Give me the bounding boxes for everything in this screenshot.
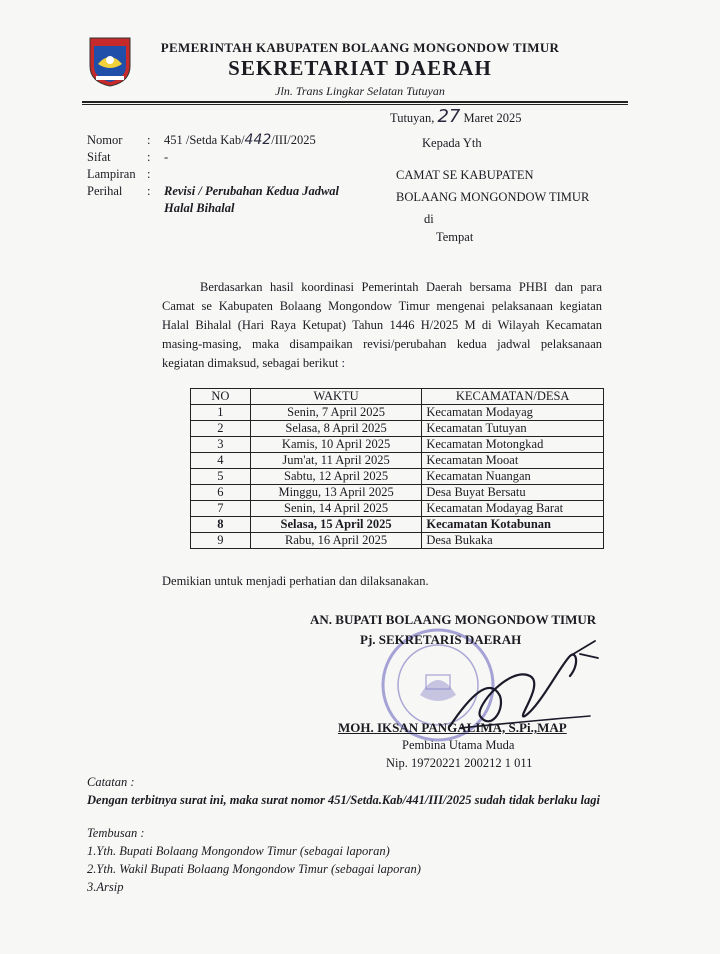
letterhead-address: Jln. Trans Lingkar Selatan Tutuyan [275,84,445,98]
schedule-table [190,388,604,549]
copy-list-label: Tembusan : [87,826,145,840]
signatory-nip: Nip. 19720221 200212 1 011 [386,756,533,770]
table-row: 7 Senin, 14 April 2025 Kecamatan Modayag Barat [191,501,604,517]
table-row: 3 Kamis, 10 April 2025 Kecamatan Motongkad [191,437,604,453]
address-to: Kepada Yth [422,136,482,150]
table-row: 5 Sabtu, 12 April 2025 Kecamatan Nuangan [191,469,604,485]
address-place: Tempat [436,230,474,244]
signatory-name: MOH. IKSAN PANGALIMA, S.Pi.,MAP [338,720,567,735]
letter-body: Berdasarkan hasil koordinasi Pemerintah Daerah bersama PHBI dan para Camat se Kabupaten Bolaang Mongondow Timur mengenai pelaksanaan kegiatan Halal Bihalal (Hari Raya Ketupat) Tahun 1446 H/2025 M di Wilayah Kecamatan masing-masing, maka disampaikan revisi/perubahan kedua jadwal pelaksanaan kegiatan dimaksud, sebagai berikut : [162,280,602,370]
table-row: 8 Selasa, 15 April 2025 Kecamatan Kotabunan [191,517,604,533]
letterhead-divider [82,101,628,103]
address-di: di [424,212,434,226]
letter-date: Tutuyan, 27 Maret 2025 [390,106,522,127]
regency-emblem-icon [88,36,132,88]
letterhead-government: PEMERINTAH KABUPATEN BOLAANG MONGONDOW TIMUR [160,40,560,55]
address-line2: BOLAANG MONGONDOW TIMUR [396,190,590,204]
note-text: Dengan terbitnya surat ini, maka surat nomor 451/Setda.Kab/441/III/2025 sudah tidak berlaku lagi [87,793,600,807]
list-item: 3.Arsip [87,880,124,894]
signature-position: Pj. SEKRETARIS DAERAH [360,632,522,647]
table-header-row [191,389,604,405]
closing-sentence: Demikian untuk menjadi perhatian dan dilaksanakan. [162,574,429,588]
header-no: NO [191,389,251,405]
address-line1: CAMAT SE KABUPATEN [396,168,534,182]
copy-list [87,824,421,896]
note-label: Catatan : [87,775,135,789]
table-row: 6 Minggu, 13 April 2025 Desa Buyat Bersatu [191,485,604,501]
letterhead-office: SEKRETARIAT DAERAH [228,56,492,80]
table-row: 1 Senin, 7 April 2025 Kecamatan Modayag [191,405,604,421]
list-item: 2.Yth. Wakil Bupati Bolaang Mongondow Timur (sebagai laporan) [87,862,421,876]
signature-on-behalf: AN. BUPATI BOLAANG MONGONDOW TIMUR [310,612,597,627]
header-waktu: WAKTU [250,389,421,405]
list-item: 1.Yth. Bupati Bolaang Mongondow Timur (sebagai laporan) [87,844,390,858]
table-row: 2 Selasa, 8 April 2025 Kecamatan Tutuyan [191,421,604,437]
letterhead-divider-thin [82,104,628,105]
table-row: 9 Rabu, 16 April 2025 Desa Bukaka [191,533,604,549]
handwritten-number: 442 [244,132,272,148]
table-row: 4 Jum'at, 11 April 2025 Kecamatan Mooat [191,453,604,469]
handwritten-day: 27 [437,106,461,127]
signatory-rank: Pembina Utama Muda [402,738,515,752]
letter-page: PEMERINTAH KABUPATEN BOLAANG MONGONDOW TIMUR SEKRETARIAT DAERAH Jln. Trans Lingkar Selatan Tutuyan Tutuyan, 27 Maret 2025 Nomor : 451 /Setda Kab/442/III/2025 Sifat : - Lampiran : Perihal : Revisi / Perubahan Kedua Jadwal Halal Bihalal Kepada Yth CAMAT SE KABUPATEN BOLAANG MONGONDOW TIMUR di Tempat Berdasarkan hasil koordinasi Pemerintah Daerah bersama PHBI dan para Camat se Kabupaten Bolaang Mongondow Timur mengenai pelaksanaan kegiatan Halal Bihalal (Hari Raya Ketupat) Tahun 1446 H/2025 M di Wilayah Kecamatan masing-masing, maka disampaikan revisi/perubahan kedua jadwal pelaksanaan kegiatan dimaksud, sebagai berikut : NO WAKTU KECAMATAN/DESA 1 Senin, 7 April 2025 Kecamatan Modayag 2 Selasa, 8 April 2025 Kecamatan Tutuyan 3 Kamis, 10 April 2025 Kecamatan Motongkad 4 Jum'at, 11 April 2025 Kecamatan Mooat 5 Sabtu, 12 April 2025 Kecamatan Nuangan 6 Minggu, 13 April 2025 Desa Buyat Bersatu 7 Senin, 14 April 2025 Kecamatan Modayag Barat 8 Selasa, 15 April 2025 Kecamatan Kotabunan 9 Rabu, 16 April 2025 Desa Bukaka Demikian untuk menjadi perhatian dan dilaksanakan. AN. BUPATI BOLAANG MONGONDOW TIMUR Pj. SEKRETARIS DAERAH MOH. IKSAN PANGALIMA, S.Pi.,MAP Pembina Utama Muda Nip. 19720221 200212 1 011 Catatan : Dengan terbitnya surat ini, maka surat nomor 451/Setda.Kab/441/III/2025 sudah tidak berlaku lagi Tembusan : 1.Yth. Bupati Bolaang Mongondow Timur (sebagai laporan) 2.Yth. Wakil Bupati Bolaang Mongondow Timur (sebagai laporan) 3.Arsip [0,0,720,954]
header-kecamatan: KECAMATAN/DESA [422,389,604,405]
